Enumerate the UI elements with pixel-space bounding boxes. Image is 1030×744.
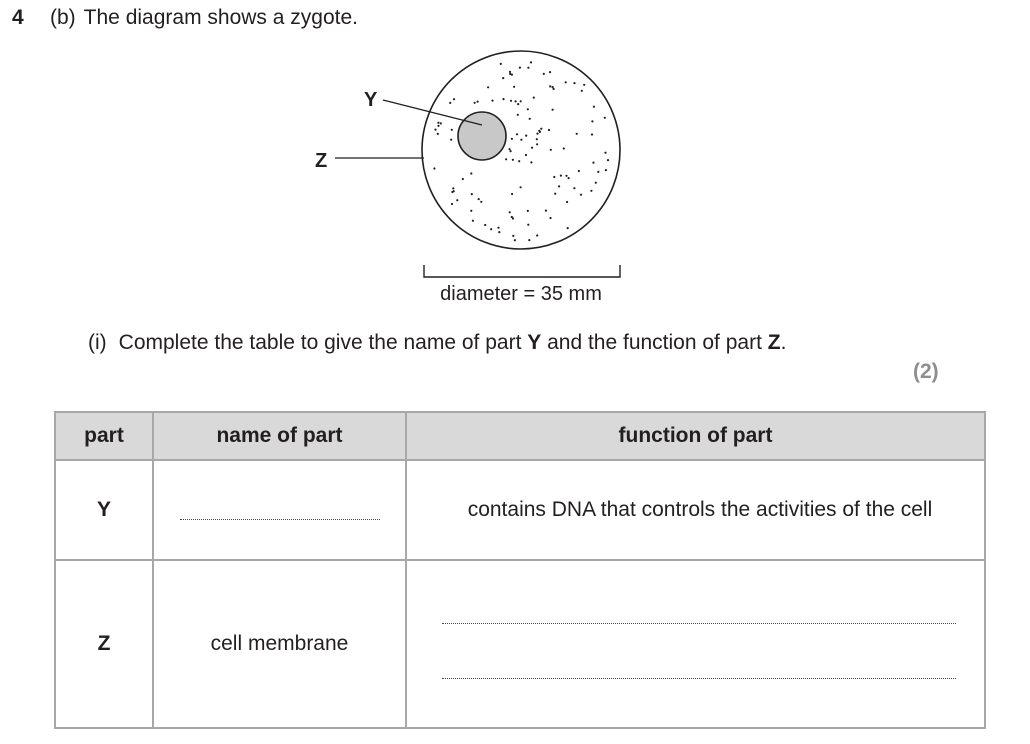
cytoplasm-dot	[512, 235, 514, 237]
cytoplasm-dot	[520, 100, 522, 102]
header-part: part	[55, 412, 153, 460]
cytoplasm-dot	[509, 211, 511, 213]
cytoplasm-dot	[480, 201, 482, 203]
row-z-function-answer-line-2[interactable]	[442, 678, 956, 679]
row-y-part: Y	[55, 460, 153, 560]
cytoplasm-dot	[563, 147, 565, 149]
cytoplasm-dot	[451, 203, 453, 205]
cytoplasm-dot	[487, 86, 489, 88]
cytoplasm-dot	[552, 109, 554, 111]
cytoplasm-dot	[590, 190, 592, 192]
question-part-label: (b)	[50, 6, 76, 29]
cytoplasm-dot	[517, 114, 519, 116]
cytoplasm-dot	[565, 81, 567, 83]
cytoplasm-dot	[511, 193, 513, 195]
cytoplasm-dot	[450, 139, 452, 141]
cytoplasm-dot	[513, 86, 515, 88]
subquestion-prompt	[88, 331, 786, 355]
cytoplasm-dot	[525, 154, 527, 156]
cytoplasm-dot	[540, 128, 542, 130]
cytoplasm-dot	[566, 201, 568, 203]
cytoplasm-dot	[531, 147, 533, 149]
cytoplasm-dot	[484, 224, 486, 226]
cytoplasm-dot	[437, 122, 439, 124]
cytoplasm-dot	[548, 129, 550, 131]
cytoplasm-dot	[510, 150, 512, 152]
cytoplasm-dot	[538, 130, 540, 132]
cytoplasm-dot	[595, 182, 597, 184]
cytoplasm-dot	[536, 138, 538, 140]
cytoplasm-dot	[527, 108, 529, 110]
nucleus	[458, 112, 506, 160]
cytoplasm-dot	[607, 159, 609, 161]
cytoplasm-dot	[530, 161, 532, 163]
cytoplasm-dot	[552, 86, 554, 88]
cytoplasm-dot	[527, 224, 529, 226]
cytoplasm-dot	[518, 160, 520, 162]
cytoplasm-dot	[456, 199, 458, 201]
cytoplasm-dot	[502, 77, 504, 79]
row-z-function-cell	[406, 560, 985, 728]
cytoplasm-dot	[491, 100, 493, 102]
cytoplasm-dot	[527, 210, 529, 212]
question-stem-text: The diagram shows a zygote.	[83, 6, 358, 29]
cytoplasm-dot	[517, 103, 519, 105]
cytoplasm-dot	[549, 217, 551, 219]
cytoplasm-dot	[433, 167, 435, 169]
cytoplasm-dot	[449, 102, 451, 104]
cytoplasm-dot	[453, 190, 455, 192]
scale-bar	[424, 265, 620, 277]
cytoplasm-dot	[558, 185, 560, 187]
cytoplasm-dot	[470, 210, 472, 212]
cytoplasm-dot	[514, 239, 516, 241]
cytoplasm-dot	[462, 178, 464, 180]
row-y-name-answer-line[interactable]	[180, 519, 380, 520]
subquestion-bold-z: Z	[767, 331, 781, 354]
cytoplasm-dot	[525, 135, 527, 137]
marks-indicator: (2)	[913, 360, 939, 383]
cytoplasm-dot	[567, 227, 569, 229]
subquestion-text-middle: and the function of part	[541, 331, 768, 354]
cytoplasm-dot	[509, 148, 511, 150]
cytoplasm-dot	[528, 239, 530, 241]
cytoplasm-dot	[583, 84, 585, 86]
cytoplasm-dot	[529, 118, 531, 120]
header-function-of-part: function of part	[406, 412, 985, 460]
cytoplasm-dot	[536, 133, 538, 135]
cytoplasm-dot	[568, 177, 570, 179]
cell-outline	[422, 51, 620, 249]
cytoplasm-dot	[500, 63, 502, 65]
cytoplasm-dot	[477, 101, 479, 103]
table-row-y	[55, 460, 985, 560]
row-y-function: contains DNA that controls the activities of the cell	[406, 460, 985, 560]
cytoplasm-dot	[549, 85, 551, 87]
cytoplasm-dot	[545, 210, 547, 212]
cytoplasm-dot	[453, 98, 455, 100]
cytoplasm-dot	[605, 169, 607, 171]
cytoplasm-dot	[505, 158, 507, 160]
cytoplasm-dot	[536, 143, 538, 145]
question-number: 4	[12, 6, 24, 29]
subquestion-text-after: .	[780, 331, 787, 354]
cytoplasm-dot	[502, 98, 504, 100]
cytoplasm-dot	[543, 73, 545, 75]
cytoplasm-dot	[573, 82, 575, 84]
cytoplasm-dot	[604, 117, 606, 119]
row-y-name-cell	[153, 460, 406, 560]
cytoplasm-dot	[533, 97, 535, 99]
subquestion-label: (i)	[88, 331, 107, 354]
cytoplasm-dot	[591, 120, 593, 122]
cytoplasm-dot	[519, 67, 521, 69]
cytoplasm-dot	[527, 67, 529, 69]
cytoplasm-dot	[470, 172, 472, 174]
cytoplasm-dot	[604, 152, 606, 154]
cytoplasm-dot	[478, 198, 480, 200]
cytoplasm-dot	[451, 129, 453, 131]
cytoplasm-dot	[536, 234, 538, 236]
cytoplasm-dot	[530, 61, 532, 63]
cytoplasm-dot	[549, 71, 551, 73]
cytoplasm-dot	[550, 149, 552, 151]
cytoplasm-dot	[498, 231, 500, 233]
cytoplasm-dot	[581, 90, 583, 92]
table-row-z	[55, 560, 985, 728]
cytoplasm-dot	[591, 133, 593, 135]
cytoplasm-dot	[509, 71, 511, 73]
cytoplasm-dot	[511, 138, 513, 140]
cytoplasm-dot	[553, 176, 555, 178]
cytoplasm-dot	[437, 133, 439, 135]
cytoplasm-dot	[515, 100, 517, 102]
cytoplasm-dot	[593, 106, 595, 108]
cytoplasm-dot	[452, 187, 454, 189]
cytoplasm-dot	[474, 102, 476, 104]
subquestion-bold-y: Y	[527, 331, 542, 354]
row-z-name: cell membrane	[153, 560, 406, 728]
cytoplasm-dot	[520, 139, 522, 141]
cytoplasm-dot	[597, 171, 599, 173]
cytoplasm-dot	[592, 162, 594, 164]
subquestion-text-before: Complete the table to give the name of part	[118, 331, 528, 354]
cytoplasm-dot	[512, 159, 514, 161]
cytoplasm-dot	[440, 122, 442, 124]
cytoplasm-dot	[471, 193, 473, 195]
cytoplasm-dot	[511, 216, 513, 218]
scale-caption: diameter = 35 mm	[440, 283, 602, 305]
label-z: Z	[315, 150, 328, 172]
row-z-function-answer-line-1[interactable]	[442, 623, 956, 624]
cytoplasm-dot	[553, 88, 555, 90]
cytoplasm-dot	[573, 187, 575, 189]
cytoplasm-dot	[560, 175, 562, 177]
cytoplasm-dot	[578, 170, 580, 172]
cytoplasm-dot	[520, 186, 522, 188]
cytoplasm-dot	[510, 100, 512, 102]
cytoplasm-dot	[576, 133, 578, 135]
cytoplasm-dot	[565, 175, 567, 177]
table-header-row	[55, 412, 985, 460]
cytoplasm-dot	[497, 227, 499, 229]
cytoplasm-dot	[580, 194, 582, 196]
cytoplasm-dot	[516, 133, 518, 135]
cytoplasm-dot	[437, 125, 439, 127]
cytoplasm-dot	[472, 220, 474, 222]
row-z-part: Z	[55, 560, 153, 728]
cytoplasm-dot	[490, 228, 492, 230]
answer-table	[54, 411, 986, 729]
label-y: Y	[364, 89, 378, 111]
cytoplasm-dot	[509, 73, 511, 75]
cytoplasm-dot	[554, 193, 556, 195]
zygote-diagram	[0, 0, 1030, 320]
cytoplasm-dot	[434, 129, 436, 131]
header-name-of-part: name of part	[153, 412, 406, 460]
